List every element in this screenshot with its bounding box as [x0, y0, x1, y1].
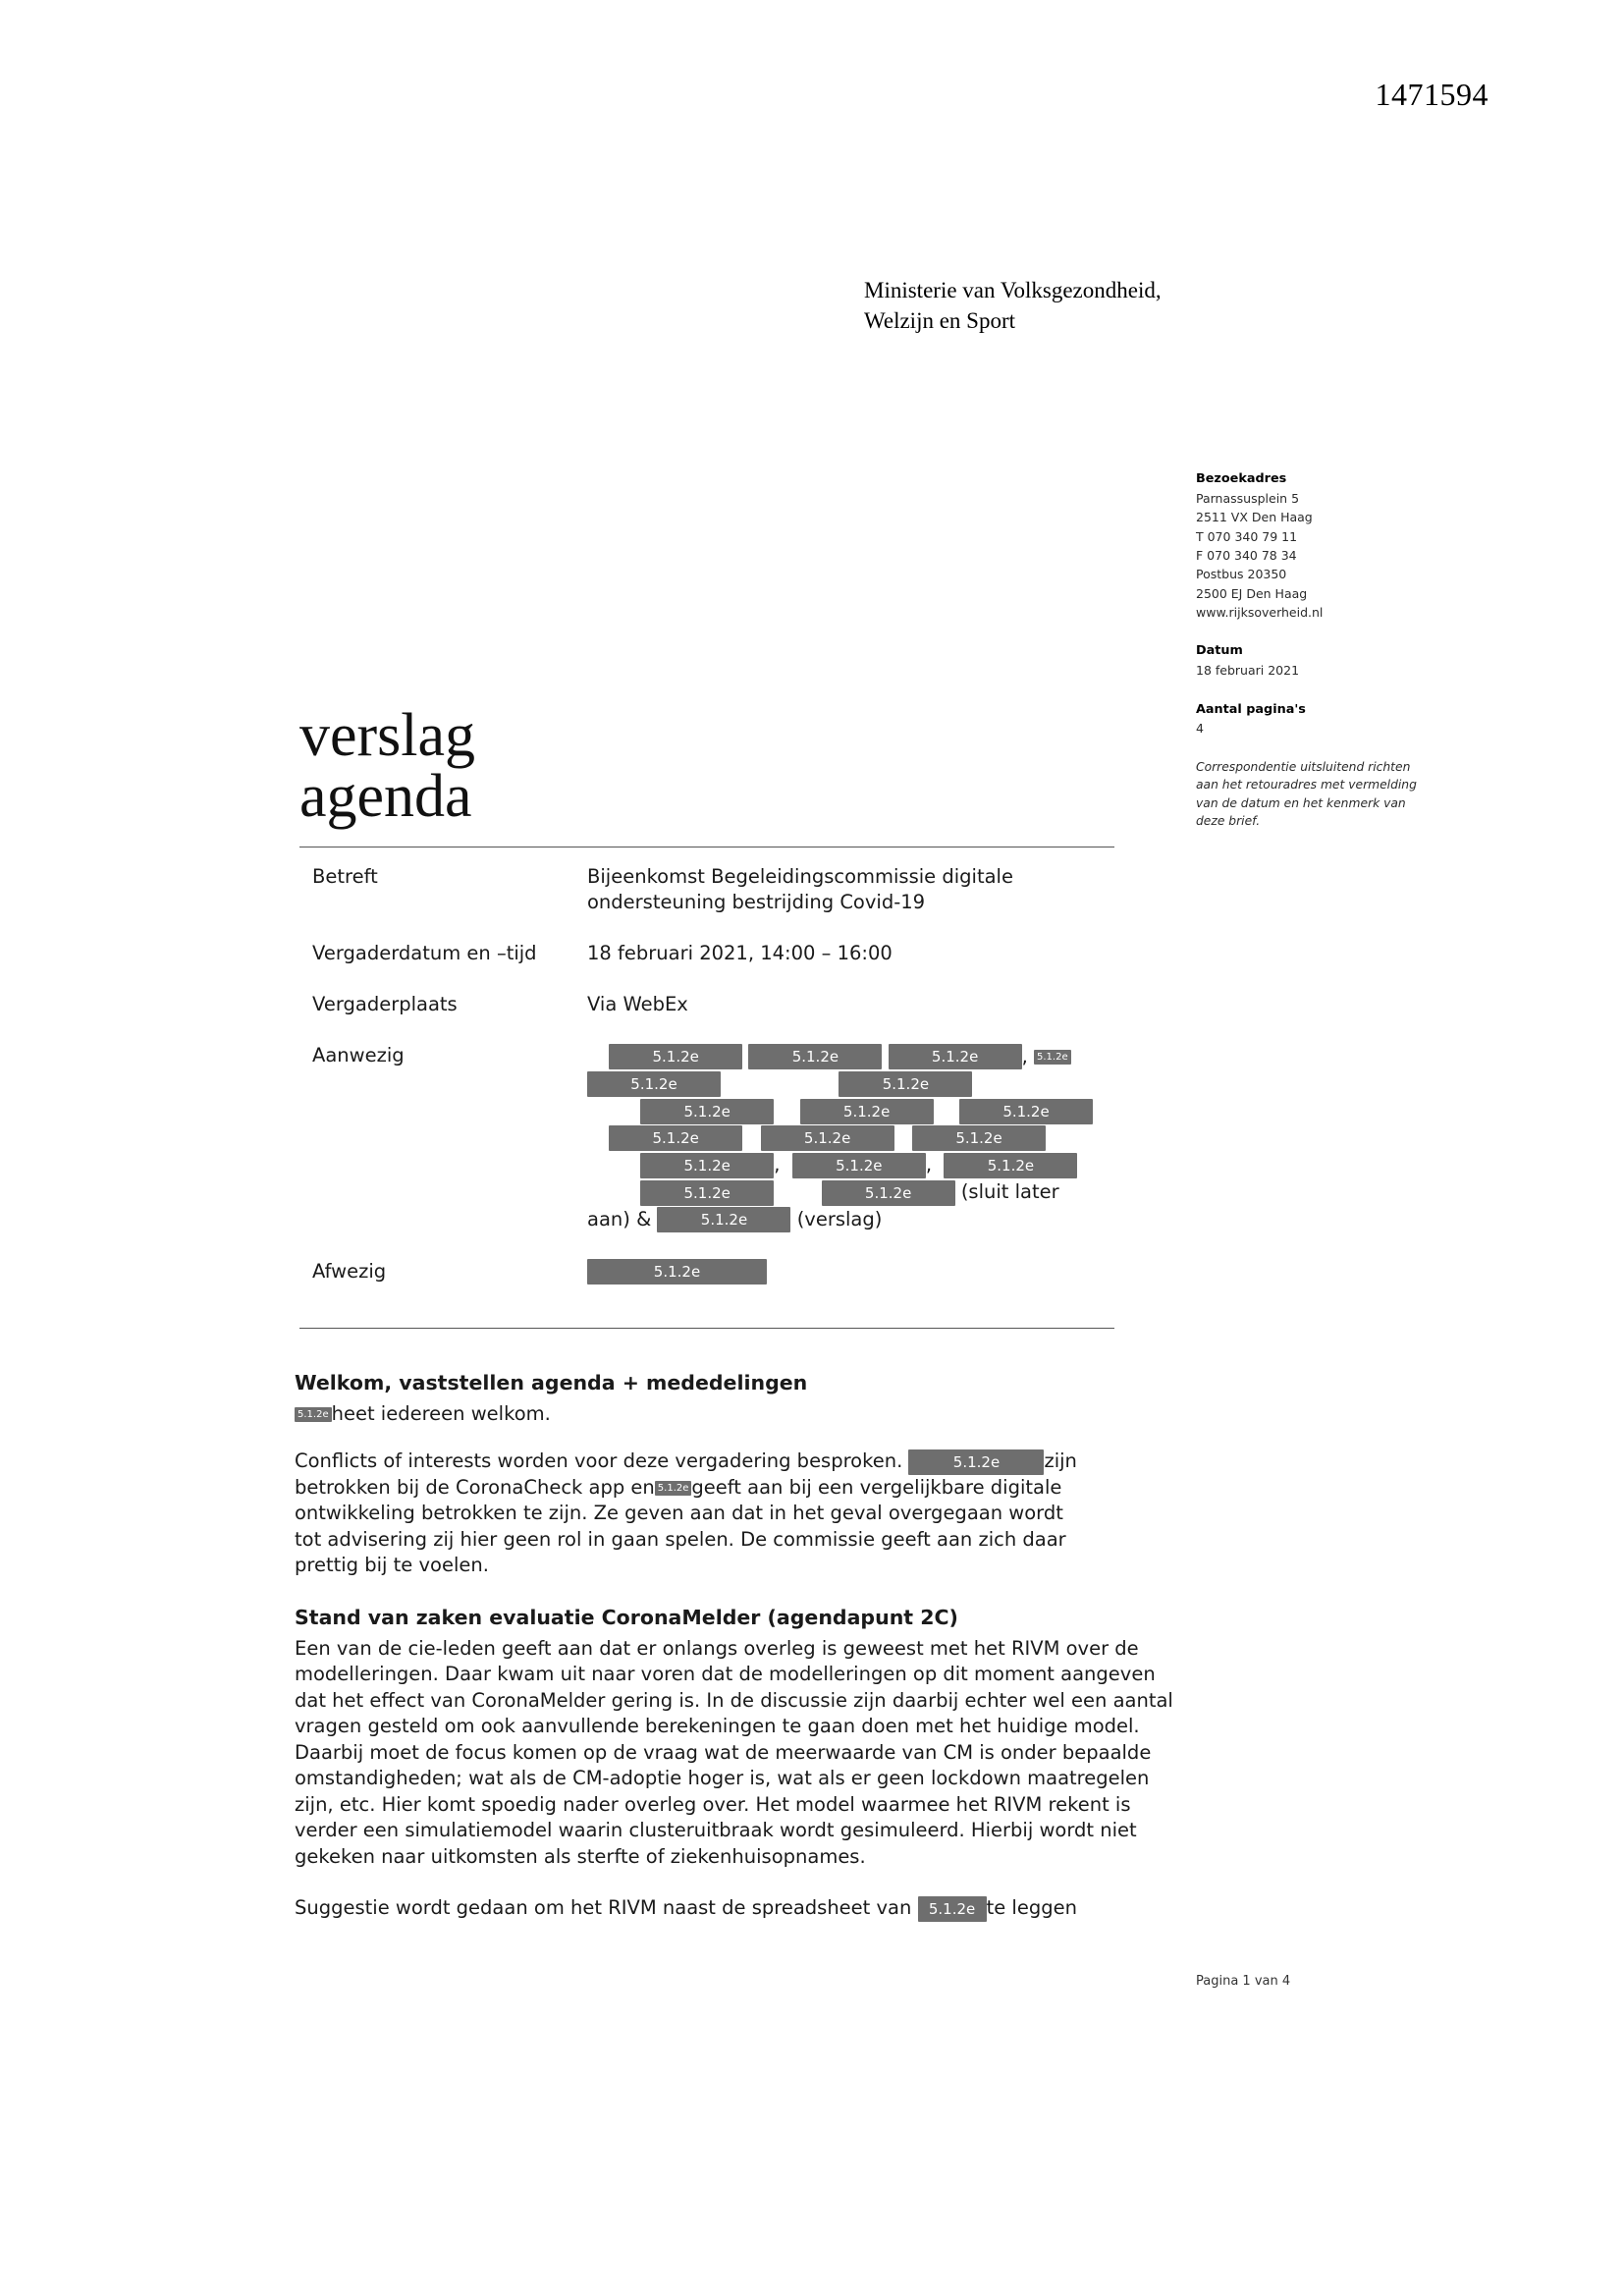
betreft-label: Betreft [312, 865, 378, 888]
section-heading-stand-van-zaken: Stand van zaken evaluatie CoronaMelder (agendapunt 2C) [295, 1605, 958, 1629]
attendee-line-6 [587, 1178, 1137, 1206]
section-heading-welkom: Welkom, vaststellen agenda + mededelingen [295, 1371, 808, 1394]
betreft-value-line-1: Bijeenkomst Begeleidingscommissie digitale [587, 865, 1013, 888]
correspondence-note: Correspondentie uitsluitend richten aan het retouradres met vermelding van de datum en het kenmerk van deze brief. [1196, 759, 1417, 829]
paragraph-conflicts [295, 1449, 1183, 1579]
visiting-address-block [1196, 469, 1422, 622]
attendee-suffix-1: (sluit later [960, 1180, 1059, 1204]
redaction-box: 5.1.2e [1034, 1050, 1071, 1065]
redaction-box: 5.1.2e [908, 1449, 1044, 1475]
attendees-label: Aanwezig [312, 1043, 405, 1066]
address-line-5: Postbus 20350 [1196, 567, 1287, 582]
redaction-box: 5.1.2e [944, 1153, 1077, 1178]
redaction-box: 5.1.2e [839, 1071, 972, 1097]
suggestie-text-a: Suggestie wordt gedaan om het RIVM naast de spreadsheet van [295, 1896, 912, 1920]
address-line-2: 2511 VX Den Haag [1196, 510, 1313, 525]
coi-text-a: Conflicts of interests worden voor deze vergadering besproken. [295, 1449, 903, 1473]
suggestie-text-b: te leggen [986, 1896, 1077, 1920]
meeting-date-value: 18 februari 2021, 14:00 – 16:00 [587, 941, 893, 964]
ministry-line-1: Ministerie van Volksgezondheid, [864, 278, 1162, 302]
page-title-line-2: agenda [299, 763, 472, 830]
coi-text-g: prettig bij te voelen. [295, 1554, 489, 1577]
document-number: 1471594 [1375, 77, 1489, 112]
coi-text-e: ontwikkeling betrokken te zijn. Ze geven aan dat in het geval overgegaan wordt [295, 1502, 1063, 1525]
paragraph-welkom-text: heet iedereen welkom. [331, 1401, 551, 1425]
ministry-header [864, 275, 1162, 336]
redaction-box: 5.1.2e [657, 1207, 790, 1232]
attendee-line-1: 5.1.2e 5.1.2e 5.1.2e , 5.1.2e [587, 1043, 1137, 1070]
page-title [299, 702, 476, 830]
paragraph-welkom [295, 1401, 1183, 1428]
redaction-box: 5.1.2e [761, 1125, 894, 1151]
redaction-box: 5.1.2e [587, 1259, 767, 1285]
date-value: 18 februari 2021 [1196, 663, 1300, 679]
redaction-box: 5.1.2e [912, 1125, 1046, 1151]
redaction-box: 5.1.2e [800, 1099, 934, 1124]
attendee-suffix-3: (verslag) [796, 1207, 883, 1230]
sidebar-metadata [1196, 469, 1422, 831]
coi-text-b: zijn [1044, 1449, 1077, 1473]
redaction-box: 5.1.2e [918, 1896, 987, 1922]
document-body [295, 1370, 1183, 1947]
address-website: www.rijksoverheid.nl [1196, 605, 1324, 621]
address-line-6: 2500 EJ Den Haag [1196, 585, 1308, 601]
meeting-date-label: Vergaderdatum en –tijd [312, 941, 537, 964]
coi-text-f: tot advisering zij hier geen rol in gaan spelen. De commissie geeft aan zich daar [295, 1527, 1066, 1551]
page-count-label: Aantal pagina's [1196, 701, 1306, 717]
meeting-place-value: Via WebEx [587, 992, 688, 1015]
redaction-box: 5.1.2e [655, 1481, 692, 1496]
coi-text-d: geeft aan bij een vergelijkbare digitale [691, 1475, 1062, 1499]
page-count-value: 4 [1196, 721, 1204, 737]
attendee-suffix-2: aan) & [587, 1207, 652, 1230]
absentees-value [587, 1259, 1137, 1285]
attendee-line-7 [587, 1206, 1137, 1233]
ministry-line-2: Welzijn en Sport [864, 308, 1016, 334]
redaction-box: 5.1.2e [822, 1180, 955, 1206]
attendee-line-5: 5.1.2e , 5.1.2e , 5.1.2e [587, 1151, 1137, 1178]
meeting-metadata [312, 864, 1137, 1310]
attendee-line-4 [587, 1124, 1137, 1152]
redaction-box: 5.1.2e [959, 1099, 1093, 1124]
redaction-box: 5.1.2e [748, 1044, 882, 1069]
absentees-label: Afwezig [312, 1259, 387, 1283]
redaction-box: 5.1.2e [609, 1125, 742, 1151]
coi-text-c: betrokken bij de CoronaCheck app en [295, 1475, 655, 1499]
meta-row-datum [312, 941, 1137, 966]
page-footer: Pagina 1 van 4 [1196, 1974, 1291, 1989]
betreft-value [587, 864, 1137, 915]
redaction-box: 5.1.2e [640, 1180, 774, 1206]
paragraph-suggestie [295, 1895, 1183, 1922]
redaction-box: 5.1.2e [609, 1044, 742, 1069]
redaction-box: 5.1.2e [295, 1407, 332, 1422]
redaction-box: 5.1.2e [640, 1099, 774, 1124]
attendees-value [587, 1043, 1137, 1233]
visiting-address-label: Bezoekadres [1196, 471, 1287, 486]
redaction-box: 5.1.2e [640, 1153, 774, 1178]
redaction-box: 5.1.2e [792, 1153, 926, 1178]
date-label: Datum [1196, 643, 1243, 659]
page-count-block [1196, 700, 1422, 738]
meta-row-aanwezig [312, 1043, 1137, 1233]
meeting-place-label: Vergaderplaats [312, 992, 458, 1015]
redaction-box: 5.1.2e [587, 1071, 721, 1097]
attendee-line-3 [587, 1097, 1137, 1124]
paragraph-stand-van-zaken: Een van de cie-leden geeft aan dat er onlangs overleg is geweest met het RIVM over de modelleringen. Daar kwam uit naar voren dat de modelleringen op dit moment aangeven dat het effect van CoronaMelder gering is. In de discussie zijn daarbij echter wel een aantal vragen gesteld om ook aanvullende berekeningen te gaan doen met het huidige model. Daarbij moet de focus komen op de vraag wat de meerwaarde van CM is onder bepaalde omstandigheden; wat als de CM-adoptie hoger is, wat als er geen lockdown maatregelen zijn, etc. Hier komt spoedig nader overleg over. Het model waarmee het RIVM rekent is verder een simulatiemodel waarin clusteruitbraak wordt gesimuleerd. Hierbij wordt niet gekeken naar uitkomsten als sterfte of ziekenhuisopnames. [295, 1636, 1173, 1868]
address-line-3: T 070 340 79 11 [1196, 528, 1298, 544]
betreft-value-line-2: ondersteuning bestrijding Covid-19 [587, 890, 926, 913]
address-line-1: Parnassusplein 5 [1196, 490, 1300, 506]
meta-row-plaats [312, 992, 1137, 1017]
divider-bottom [299, 1328, 1114, 1329]
page-title-line-1: verslag [299, 702, 476, 769]
date-block [1196, 641, 1422, 680]
address-line-4: F 070 340 78 34 [1196, 547, 1297, 563]
meta-row-afwezig [312, 1259, 1137, 1285]
redaction-box: 5.1.2e [889, 1044, 1022, 1069]
attendee-line-2 [587, 1069, 1137, 1097]
meta-row-betreft [312, 864, 1137, 915]
